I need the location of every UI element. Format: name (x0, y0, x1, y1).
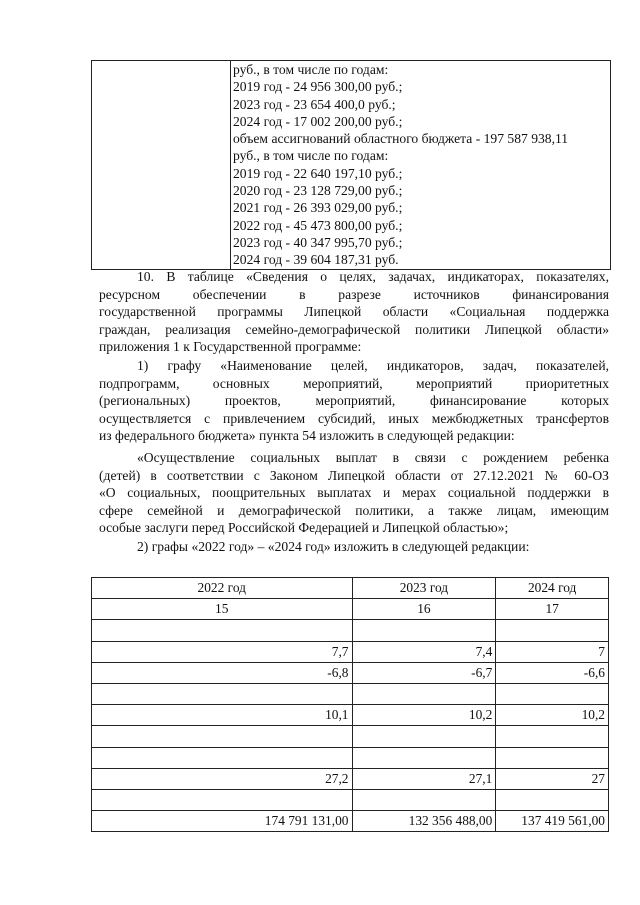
funding-table (91, 60, 611, 270)
table-cell (92, 789, 353, 810)
table-cell: 7 (496, 641, 609, 662)
table-cell: 10,2 (352, 705, 496, 726)
table-cell: 27,2 (92, 768, 353, 789)
table-row (92, 768, 609, 789)
text-line: (детей) в соответствии с Законом Липецкой области от 27.12.2021 № 60-ОЗ (99, 467, 609, 483)
table-cell: 10,2 (496, 705, 609, 726)
header-cell-2022: 2022 год (92, 578, 353, 599)
table-row (92, 811, 609, 832)
table-cell (496, 620, 609, 641)
funding-line: 2023 год - 40 347 995,70 руб.; (233, 234, 403, 250)
table-cell: -6,6 (496, 662, 609, 683)
years-table (91, 577, 609, 832)
table-cell (496, 789, 609, 810)
table-cell (496, 747, 609, 768)
table-cell: 10,1 (92, 705, 353, 726)
funding-line: 2021 год - 26 393 029,00 руб.; (233, 200, 403, 216)
text-line: осуществляется с привлечением субсидий, иных межбюджетных трансфертов (99, 410, 609, 426)
text-line: 10. В таблице «Сведения о целях, задачах, индикаторах, показателях, (137, 269, 609, 284)
table-cell: 7,4 (352, 641, 496, 662)
text-line: «Осуществление социальных выплат в связи с рождением ребенка (137, 450, 609, 465)
text-line: приложения 1 к Государственной программе: (99, 339, 362, 355)
funding-line: 2023 год - 23 654 400,0 руб.; (233, 96, 396, 112)
column-number-cell: 17 (496, 599, 609, 620)
table-cell: 132 356 488,00 (352, 811, 496, 832)
text-line: 2) графы «2022 год» – «2024 год» изложить в следующей редакции: (137, 539, 530, 554)
text-line: подпрограмм, основных мероприятий, мероприятий приоритетных (99, 375, 609, 391)
paragraph-item-2 (99, 538, 609, 556)
header-cell-2024: 2024 год (496, 578, 609, 599)
header-cell-2023: 2023 год (352, 578, 496, 599)
table-cell (496, 726, 609, 747)
funding-table-value-cell (231, 61, 611, 270)
table-cell: 174 791 131,00 (92, 811, 353, 832)
table-cell: -6,7 (352, 662, 496, 683)
column-number-cell: 16 (352, 599, 496, 620)
paragraph-item-1 (99, 357, 609, 445)
table-cell (92, 683, 353, 704)
funding-table-label-cell (92, 61, 231, 270)
table-row (92, 641, 609, 662)
column-number-cell: 15 (92, 599, 353, 620)
table-row (92, 705, 609, 726)
text-line: из федерального бюджета» пункта 54 изложить в следующей редакции: (99, 428, 515, 444)
table-cell (496, 683, 609, 704)
table-row (92, 726, 609, 747)
table-cell: 27,1 (352, 768, 496, 789)
funding-line: руб., в том числе по годам: (233, 148, 389, 164)
table-cell: 7,7 (92, 641, 353, 662)
table-cell: 27 (496, 768, 609, 789)
funding-line: 2020 год - 23 128 729,00 руб.; (233, 183, 403, 199)
table-cell (352, 789, 496, 810)
table-row (92, 683, 609, 704)
funding-line: объем ассигнований областного бюджета - 197 587 938,11 (233, 131, 569, 147)
funding-line: 2024 год - 39 604 187,31 руб. (233, 252, 399, 268)
table-cell: 137 419 561,00 (496, 811, 609, 832)
funding-line: 2022 год - 45 473 800,00 руб.; (233, 217, 403, 233)
table-cell: -6,8 (92, 662, 353, 683)
table-cell (352, 726, 496, 747)
table-cell (352, 620, 496, 641)
text-line: особые заслуги перед Российской Федерацией и Липецкой областью»; (99, 520, 509, 536)
text-line: граждан, реализация семейно-демографической политики Липецкой области» (99, 321, 609, 337)
table-row (92, 620, 609, 641)
table-row (92, 662, 609, 683)
text-line: ресурсном обеспечении в разрезе источников финансирования (99, 286, 609, 302)
text-line: сфере семейной и демографической политики, а также лицам, имеющим (99, 502, 609, 518)
table-cell (92, 747, 353, 768)
paragraph-10 (99, 268, 609, 356)
funding-line: руб., в том числе по годам: (233, 62, 389, 77)
table-cell (352, 747, 496, 768)
text-line: (региональных) проектов, мероприятий, финансирование которых (99, 393, 609, 409)
table-row (92, 747, 609, 768)
table-cell (92, 726, 353, 747)
table-column-number-row (92, 599, 609, 620)
table-row (92, 789, 609, 810)
table-cell (92, 620, 353, 641)
text-line: 1) графу «Наименование целей, индикаторов, задач, показателей, (137, 358, 609, 373)
funding-line: 2024 год - 17 002 200,00 руб.; (233, 113, 403, 129)
text-line: государственной программы Липецкой области «Социальная поддержка (99, 304, 609, 320)
quoted-text (99, 449, 609, 537)
text-line: «О социальных, поощрительных выплатах и мерах социальной поддержки в (99, 485, 609, 501)
table-cell (352, 683, 496, 704)
table-header-row (92, 578, 609, 599)
funding-line: 2019 год - 24 956 300,00 руб.; (233, 79, 403, 95)
funding-line: 2019 год - 22 640 197,10 руб.; (233, 165, 403, 181)
